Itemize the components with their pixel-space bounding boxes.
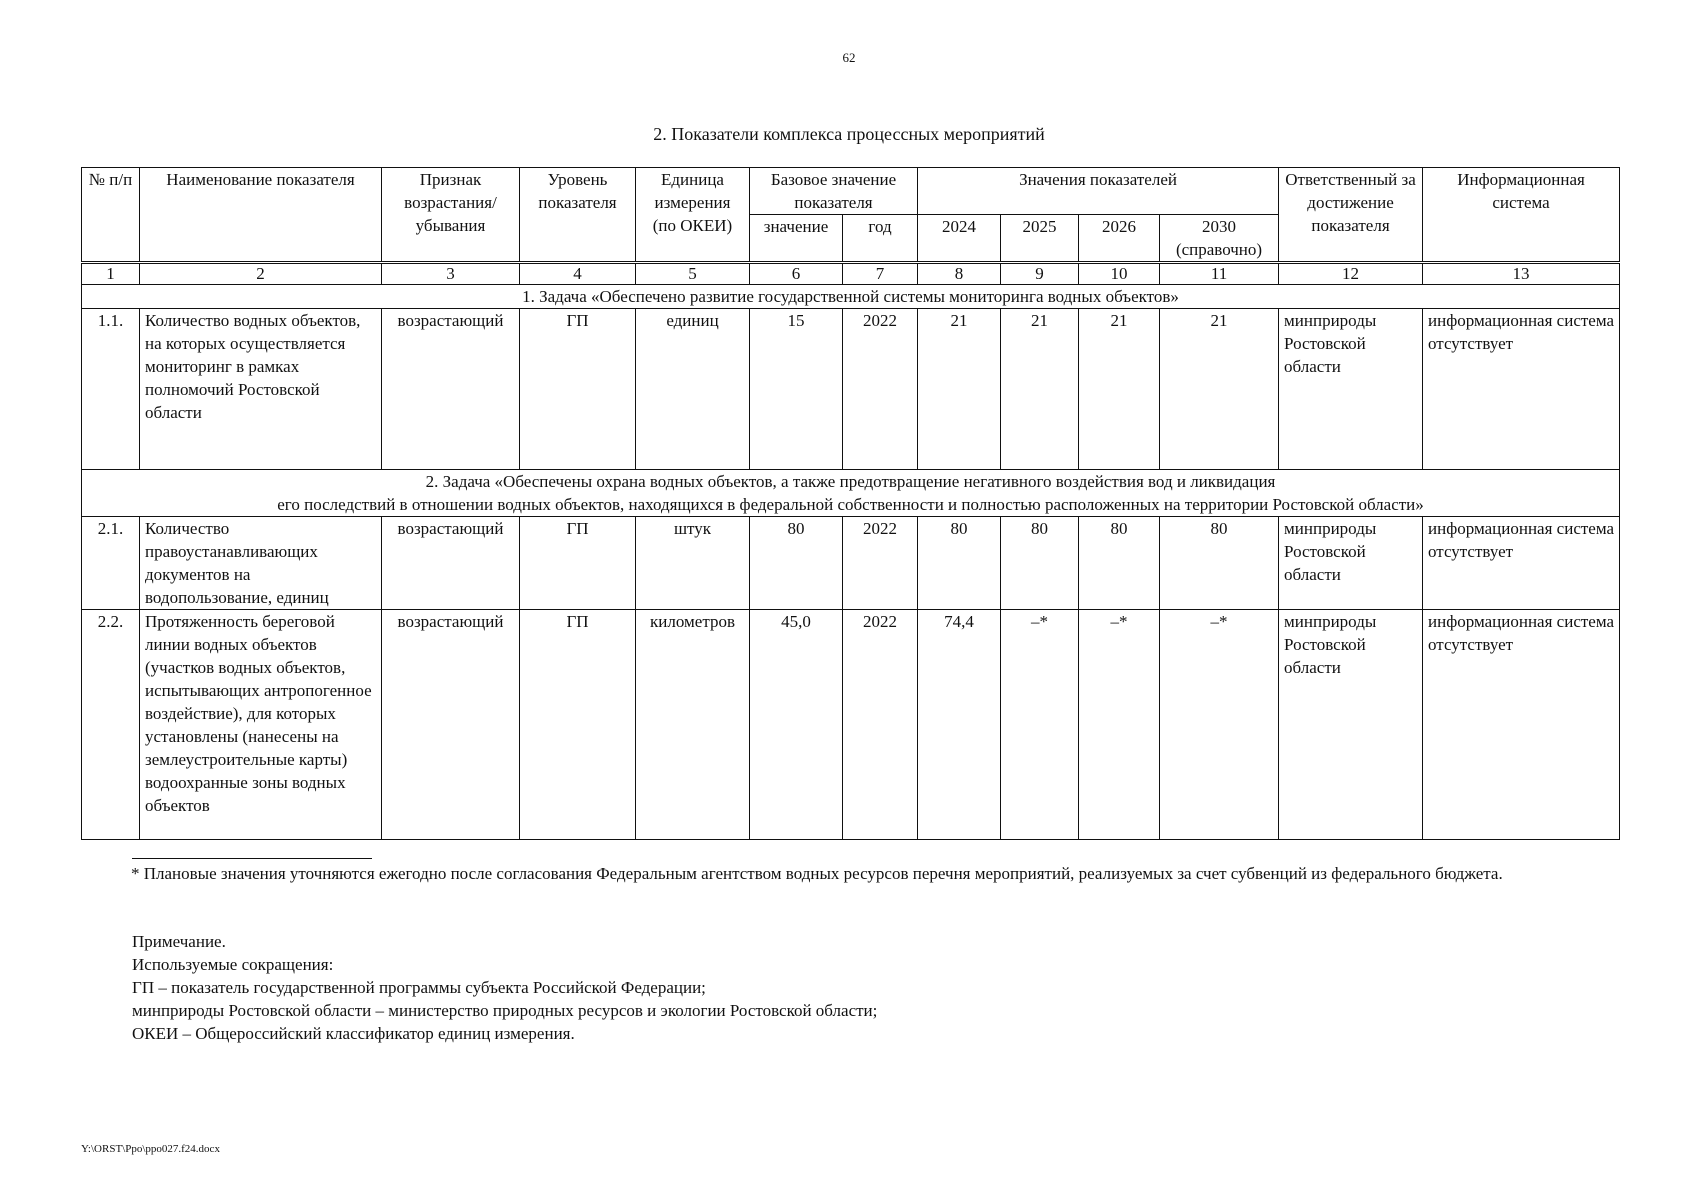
trend-cell: возрастающий bbox=[382, 517, 520, 610]
value-2026-cell: –* bbox=[1079, 610, 1160, 840]
notes-title: Примечание. bbox=[132, 932, 226, 951]
column-number: 1 bbox=[82, 263, 140, 285]
info-system-cell: информационная система отсутствует bbox=[1423, 610, 1620, 840]
header-num: № п/п bbox=[82, 168, 140, 263]
value-2025-cell: 21 bbox=[1001, 309, 1079, 470]
abbreviation-item: ОКЕИ – Общероссийский классификатор единиц измерения. bbox=[132, 1024, 575, 1043]
header-unit: Единица измерения (по ОКЕИ) bbox=[636, 168, 750, 263]
header-level: Уровень показателя bbox=[520, 168, 636, 263]
task-2-title bbox=[82, 470, 1620, 517]
header-row-1 bbox=[82, 168, 1620, 215]
unit-cell: единиц bbox=[636, 309, 750, 470]
task-1-title: 1. Задача «Обеспечено развитие государственной системы мониторинга водных объектов» bbox=[82, 285, 1620, 309]
trend-cell: возрастающий bbox=[382, 610, 520, 840]
value-2030-cell: 21 bbox=[1160, 309, 1279, 470]
task-row-2 bbox=[82, 470, 1620, 517]
header-base-year: год bbox=[843, 215, 918, 263]
value-2025-cell: –* bbox=[1001, 610, 1079, 840]
row-num: 2.2. bbox=[82, 610, 140, 840]
footnote: * Плановые значения уточняются ежегодно после согласования Федеральным агентством водных ресурсов перечня мероприятий, реализуемых за счет субвенций из федерального бюджета. bbox=[131, 864, 1503, 883]
column-number: 6 bbox=[750, 263, 843, 285]
abbreviation-item: минприроды Ростовской области – министерство природных ресурсов и экологии Ростовской области; bbox=[132, 1001, 878, 1020]
header-values-group: Значения показателей bbox=[918, 168, 1279, 215]
column-number: 4 bbox=[520, 263, 636, 285]
table-row bbox=[82, 610, 1620, 840]
base-year-cell: 2022 bbox=[843, 309, 918, 470]
trend-cell: возрастающий bbox=[382, 309, 520, 470]
table-row bbox=[82, 517, 1620, 610]
responsible-cell: минприроды Ростовской области bbox=[1279, 517, 1423, 610]
info-system-cell: информационная система отсутствует bbox=[1423, 309, 1620, 470]
column-number: 13 bbox=[1423, 263, 1620, 285]
task-row-1 bbox=[82, 285, 1620, 309]
column-number: 3 bbox=[382, 263, 520, 285]
base-year-cell: 2022 bbox=[843, 517, 918, 610]
header-base-group: Базовое значение показателя bbox=[750, 168, 918, 215]
table-row bbox=[82, 309, 1620, 470]
column-number: 5 bbox=[636, 263, 750, 285]
row-num: 1.1. bbox=[82, 309, 140, 470]
indicators-table bbox=[81, 167, 1620, 840]
header-2030: 2030 (справочно) bbox=[1160, 215, 1279, 263]
indicator-name: Протяженность береговой линии водных объектов (участков водных объектов, испытывающих антропогенное воздействие), для которых установлены (нанесены на землеустроительные карты) водоохранные зоны водных объектов bbox=[140, 610, 382, 840]
abbreviation-item: ГП – показатель государственной программы субъекта Российской Федерации; bbox=[132, 978, 706, 997]
column-number: 10 bbox=[1079, 263, 1160, 285]
indicator-name: Количество водных объектов, на которых осуществляется мониторинг в рамках полномочий Ростовской области bbox=[140, 309, 382, 470]
value-2024-cell: 74,4 bbox=[918, 610, 1001, 840]
value-2024-cell: 21 bbox=[918, 309, 1001, 470]
column-number: 9 bbox=[1001, 263, 1079, 285]
base-year-cell: 2022 bbox=[843, 610, 918, 840]
value-2030-cell: –* bbox=[1160, 610, 1279, 840]
base-value-cell: 80 bbox=[750, 517, 843, 610]
column-number: 11 bbox=[1160, 263, 1279, 285]
base-value-cell: 45,0 bbox=[750, 610, 843, 840]
header-2026: 2026 bbox=[1079, 215, 1160, 263]
notes-subtitle: Используемые сокращения: bbox=[132, 955, 334, 974]
page-number: 62 bbox=[842, 50, 856, 65]
value-2026-cell: 80 bbox=[1079, 517, 1160, 610]
column-number: 8 bbox=[918, 263, 1001, 285]
column-number: 12 bbox=[1279, 263, 1423, 285]
level-cell: ГП bbox=[520, 517, 636, 610]
indicator-name: Количество правоустанавливающих документов на водопользование, единиц bbox=[140, 517, 382, 610]
row-num: 2.1. bbox=[82, 517, 140, 610]
header-base-value: значение bbox=[750, 215, 843, 263]
notes-block bbox=[132, 930, 877, 1045]
task-2-title-line-2: его последствий в отношении водных объектов, находящихся в федеральной собственности и полностью расположенных на территории Ростовской области» bbox=[277, 495, 1424, 514]
section-title: 2. Показатели комплекса процессных мероприятий bbox=[653, 124, 1045, 144]
header-name: Наименование показателя bbox=[140, 168, 382, 263]
value-2026-cell: 21 bbox=[1079, 309, 1160, 470]
unit-cell: километров bbox=[636, 610, 750, 840]
task-2-title-line-1: 2. Задача «Обеспечены охрана водных объектов, а также предотвращение негативного воздействия вод и ликвидация bbox=[425, 472, 1276, 491]
file-path: Y:\ORST\Ppo\ppo027.f24.docx bbox=[81, 1143, 220, 1155]
unit-cell: штук bbox=[636, 517, 750, 610]
header-2025: 2025 bbox=[1001, 215, 1079, 263]
value-2030-cell: 80 bbox=[1160, 517, 1279, 610]
header-trend: Признак возрастания/ убывания bbox=[382, 168, 520, 263]
header-2024: 2024 bbox=[918, 215, 1001, 263]
responsible-cell: минприроды Ростовской области bbox=[1279, 309, 1423, 470]
level-cell: ГП bbox=[520, 610, 636, 840]
footnote-divider bbox=[132, 858, 372, 859]
info-system-cell: информационная система отсутствует bbox=[1423, 517, 1620, 610]
value-2025-cell: 80 bbox=[1001, 517, 1079, 610]
column-number: 2 bbox=[140, 263, 382, 285]
column-number-row bbox=[82, 263, 1620, 285]
level-cell: ГП bbox=[520, 309, 636, 470]
value-2024-cell: 80 bbox=[918, 517, 1001, 610]
header-responsible: Ответственный за достижение показателя bbox=[1279, 168, 1423, 263]
responsible-cell: минприроды Ростовской области bbox=[1279, 610, 1423, 840]
base-value-cell: 15 bbox=[750, 309, 843, 470]
header-info-system: Информационная система bbox=[1423, 168, 1620, 263]
column-number: 7 bbox=[843, 263, 918, 285]
